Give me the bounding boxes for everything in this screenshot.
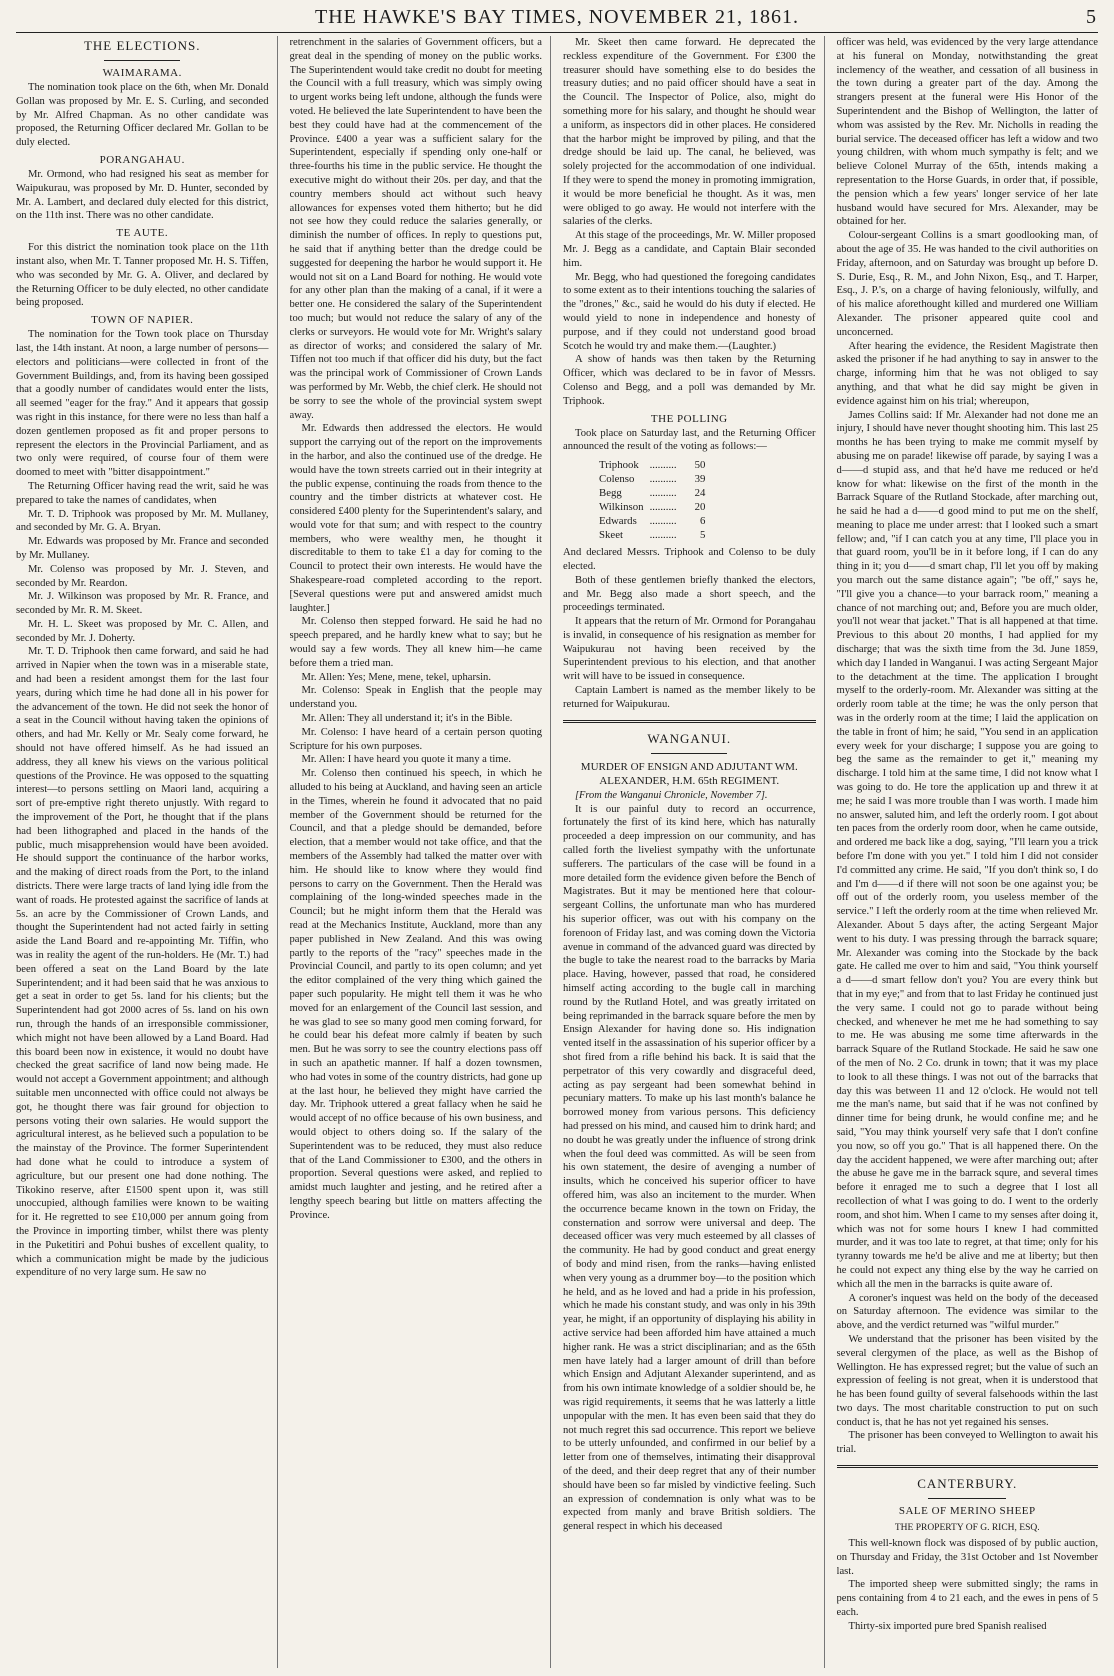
paragraph: Mr. J. Wilkinson was proposed by Mr. R. France, and seconded by Mr. R. M. Skeet. <box>16 591 269 617</box>
heading-sale-of-merino-sheep: SALE OF MERINO SHEEP <box>898 1505 1036 1518</box>
columns <box>16 36 1098 1668</box>
paragraph: The nomination for the Town took place on Thursday last, the 14th instant. At noon, a large number of persons—electors and politicians—were collected in front of the Government Buildings, and, from its having been gossiped that a goodly number of candidates would enter the lists, all seemed "eager for the fray." And it appears that gossip was right in this instance, for there were no less than half a dozen gentlemen proposed as fit and proper persons to represent the electors in the Provincial Parliament, and as two only were required, of course four of them were doomed to meet with "bitter disappointment." <box>16 329 269 479</box>
paragraph: At this stage of the proceedings, Mr. W. Miller proposed Mr. J. Begg as a candidate, and Captain Blair seconded him. <box>563 230 816 269</box>
section-divider <box>563 720 816 723</box>
paragraph: A show of hands was then taken by the Returning Officer, which was declared to be in favor of Messrs. Colenso and Begg, and a poll was demanded by Mr. Triphook. <box>563 354 816 407</box>
table-row: Skeet .......... 5 <box>599 528 711 542</box>
table-row: Begg .......... 24 <box>599 486 711 500</box>
heading-te-aute: TE AUTE. <box>116 227 169 240</box>
column-4 <box>837 36 1099 1668</box>
heading-waimarama: WAIMARAMA. <box>102 67 182 79</box>
paragraph: And declared Messrs. Triphook and Colenso to be duly elected. <box>563 547 816 572</box>
paragraph: For this district the nomination took place on the 11th instant also, when Mr. T. Tanner proposed Mr. H. S. Tiffen, who was seconded by Mr. G. A. Oliver, and declared by the Returning Officer to be duly elected, no other candidate being proposed. <box>16 242 269 309</box>
vote-count: 39 <box>694 473 706 486</box>
column-1 <box>16 36 278 1668</box>
section-title-elections: THE ELECTIONS. <box>83 38 201 53</box>
poll-results-table <box>599 458 711 542</box>
paragraph: Mr. Ormond, who had resigned his seat as member for Waipukurau, was proposed by Mr. D. Hunter, seconded by Mr. A. Lambert, and declared duly elected for this district, on the 11th inst. There was no other candidate. <box>16 168 269 222</box>
heading-town-of-napier: TOWN OF NAPIER. <box>91 314 194 327</box>
paragraph: Both of these gentlemen briefly thanked the electors, and Mr. Begg also made a short speech, and the proceedings terminated. <box>563 574 816 614</box>
paragraph: Mr. Allen: I have heard you quote it many a time. <box>301 754 511 766</box>
page-number: 5 <box>1086 6 1096 28</box>
paragraph: Mr. Skeet then came forward. He deprecated the reckless expenditure of the Government. For £300 the treasurer should have something else to do besides the treasury duties; and no paid officer should have a seat in the Council. The Inspector of Police, also, might do something more for his salary, and thought he should wear a uniform, as inspectors did in other places. He considered that the harbor might be improved by piling, and that the dredge should be laid up. The canal, he believed, was solely projected for the accommodation of one individual. If they were to spend the money in promoting immigration, it would be more beneficial he thought. As it was, men were obliged to go away. He would not interfere with the salaries of the clerks. <box>563 37 816 228</box>
paragraph: retrenchment in the salaries of Government officers, but a great deal in the spending of money on the public works. The Superintendent would take credit no doubt for meeting the Council with a full treasury, which was simply owing to urgent works being left undone, although the funds were voted. He believed the late Superintendent to have been the best they could have had at the commencement of the Province. £400 a year was a sufficient salary for the Superintendent, especially if spending only one-half or three-fourths his time in the public service. He thought the executive might do without their 20s. per day, and that the country members should act without such heavy allowances for expenses voted them hitherto; but he did not see how they could reduce the salaries generally, or diminish the number of offices. In reply to questions put, he said that if anything better than the dredge could be suggested for deepening the harbor he would support it. He would not sit on a Land Board for nothing. He would vote for any other plan than the making of a canal, if it were a better one. He considered the salary of the Superintendent too much; but would not reduce the salary of any of the clerks or surveyors. He would vote for Mr. Wright's salary as director of works; and considered the salary of Mr. Tiffen not too much if that officer did his duty, but the fact was the principal work of Commissioner of Crown Lands was performed by Mr. Webb, the chief clerk. He should not be sorry to see the whole of the provincial system swept away. <box>289 37 542 421</box>
table-row: Wilkinson .......... 20 <box>599 500 711 514</box>
paragraph: Mr. T. D. Triphook then came forward, and said he had arrived in Napier when the town was in a miserable state, and had been a resident amongst them for the last four years, during which time he had done all in his power for the advancement of the town. He did not seek the honor of a seat in the Council without having taken the opinions of others, and had Mr. Kelly or Mr. Sealy come forward, he should not have offered himself. As he had issued an address, they all knew his views on the various political questions of the Province. He was opposed to the squatting interest—to persons settling on Maori land, acquiring a sort of pre-emptive right thereto unjustly. With regard to the improvement of the Port, he thought that if the plans had been lithographed and placed in the hands of the public, much misapprehension would have been avoided. He should support the continuance of the harbor works, and the making of direct roads from the Port, to the inland districts. There were large tracts of land lying idle from the want of roads. He protested against the sacrifice of lands at 5s. an acre by the Commissioner of Crown Lands, and thought the Superintendent had not acted fairly in setting aside the Land Board and re-appointing Mr. Tiffin, who was in reality the agent of the run-holders. He (Mr. T.) had been offered a seat on the Land Board by the late Superintendent; and it had been said that he was anxious to get a seat in order to get 5s. land for his clients; but the Superintendent had got 2000 acres of 5s. land on his own run, through the hands of an irresponsible commissioner, which might not have been allowed by a Land Board. Had this board been now in existence, it would no doubt have checked the great sacrifice of land now being made. He would not accept a Government appointment; and although suitable men unconnected with office could not always be got, he thought there was fair ground for objection to persons voting their own salaries. He would support the agricultural interest, as he believed such a population to be the mainstay of the Province. The former Superintendent had done what he could to introduce a system of agriculture, but our present one had done nothing. The Tikokino reserve, after £1500 spent upon it, was still unoccupied, although families were known to be waiting for it. He regretted to see £10,000 per annum going from the Province in importing timber, whilst there was plenty in the Puketitiri and Pohui bushes of excellent quality, to which a communication might be made by the judicious expenditure of no very large sum. He saw no <box>16 646 269 1279</box>
heading-the-polling: THE POLLING <box>650 412 728 425</box>
candidate-name: Colenso <box>599 473 635 486</box>
paragraph: It appears that the return of Mr. Ormond for Porangahau is invalid, in consequence of his resignation as member for Waipukurau not having been received by the Superintendent previous to his election, and that another writ will have to be issued in consequence. <box>563 616 816 683</box>
article-headline: MURDER OF ENSIGN AND ADJUTANT WM. ALEXANDER, H.M. 65th REGIMENT. <box>580 760 798 787</box>
section-divider <box>837 1465 1099 1468</box>
paragraph: Mr. Colenso: I have heard of a certain person quoting Scripture for his own purposes. <box>289 726 542 752</box>
divider <box>651 753 727 754</box>
paragraph: Captain Lambert is named as the member likely to be returned for Waipukurau. <box>563 685 816 710</box>
table-row: Colenso .......... 39 <box>599 472 711 486</box>
divider <box>104 60 180 61</box>
paragraph: James Collins said: If Mr. Alexander had not done me an injury, I should have never thought shooting him. This last 25 months he has been trying to make me commit myself by abusing me on parade! likewise off parade, by saying I was a d——d stupid ass, and that he'd have me reduced or he'd know for what: likewise on the first of the month in the Barrack Square of the Rutland Stockade, after marching out, he said he had a d——d good mind to put me on the shelf, meaning to place me under arrest: that I looked such a smart fellow; and, "if I can catch you at any time, I'll place you in that guard room, you'll be in it before long, if I can do any thing in it; you d——d smart chap, I'll let you off by making you march out the same distance again"; "be off," says he, "I'll give you a chance—to your barrack room," meaning a chance of not marching out; and, Before you are much older, you'll not wear that jacket." That is all happened at that time. Previous to this about 20 months, I had applied for my discharge; that was the sixth time from the 3d. June 1859, which day I landed in Wanganui. I was acting Sergeant Major to the detachment at the time. The application I brought myself to the orderly-room. Mr. Alexander was sitting at the orderly room table at the time; he was the only person that was in the orderly room at the time; I laid the application on the table in front of him; he said, "You send in an application every week for your discharge; I suppose you are going to beg the same as the remainder to get it," meaning my discharge. I told him at the same time, I did not know what I was going to do. He tore the application up and threw it at me; he said I was more trouble than I was worth. I made him no answer, saluted him, and left the orderly room. I got about ten paces from the orderly room door, when he came outside, and ordered me back like a dog, saying, "I'll learn you a trick before I'm done with you yet." I told him I did not consider I'd committed any crime. He said, "If you don't think so, I do and I'm d——d if there will not soon be one against you; be off out of the orderly room, you useless member of the service." I left the orderly room at the time when relieved Mr. Alexander. About 5 days after, the acting Sergeant Major went to his duty. I was pressing through the barrack square; Mr. Alexander was coming into the Stockade by the back gate. He called me over to him and said, "You think yourself a d——d smart fellow don't you? You are every think but that in my eye;" and from that to last Friday he continued just the very same. I could not go to parade without being checked, and whenever he met me he had something to say to me. He was abusing me some time afterwards in the barrack Square of the Rutland Stockade. He said he saw one of the men of No. 2 Co. drunk in town; that it was my place to look to all these things. I was not out of the barracks that day this was between 11 and 12 o'clock. He would not tell me the man's name, but said that if he was not confined by dinner time for being drunk, he would confine me; and he said, "You may think yourself very safe that I don't confine you now, so off you go." That is all happened there. On the day the accident happened, we were after marching out; after the abuse he gave me in the barrack squre, and several times before it enraged me to such a degree that I lost all recollection of what I was going to do. I went to the orderly room, and shot him. When I came to my senses after doing it, which was not for some hours I knew I had committed murder, and it was too late to regret, at that time; only for his tyranny towards me he'd be alive and me at liberty; but then he could not expect any thing else by the way he carried on which all the men in the barracks is quite aware of. <box>836 409 1098 1290</box>
paragraph: Mr. Begg, who had questioned the foregoing candidates to some extent as to their intentions touching the salaries of the "drones," &c., said he would do his duty if elected. He would yield to none in independence and honesty of purpose, and if they could not understand good broad Scotch he would try and make them.—(Laughter.) <box>563 271 816 352</box>
candidate-name: Begg <box>599 487 622 500</box>
paragraph: officer was held, was evidenced by the very large attendance at his funeral on Monday, notwithstanding the great inclemency of the weather, and cessation of all business in the town during a greater part of the day. Among the strangers present at the funeral were His Honor of the Superintendent and the Bishop of Wellington, the latter of whom was assisted by the Rev. Mr. Nicholls in reading the burial service. The deceased officer has left a widow and two young children, with whom much sympathy is felt; and we believe Colonel Murray of the 65th, intends making a representation to the Horse Guards, in order that, if possible, the pension which a few years' longer service of her late husband would have secured for Mrs. Alexander, may be obtained for her. <box>836 37 1098 228</box>
paragraph: Mr. Colenso then continued his speech, in which he alluded to his being at Auckland, and having seen an article in the Times, wherein he found it advocated that no paid member of the Government should be returned for the Council, and that a pledge should be demanded, before election, that a member would not take office, and that the members of the Assembly had talked the matter over with him. He should like to know where they would find persons to carry on the Government. Then the Herald was complaining of the long-winded speeches made in the Council; but he might inform them that the Herald was read at the Mechanics Institute, Auckland, more than any paper published in New Zealand. And this was owing partly to the reports of the "racy" speeches made in the Provincial Council, and partly to its open column; and yet the editor complained of the very thing which gained the paper such popularity. He might tell them it was he who moved for an enlargement of the Council last session, and he was glad to see so many good men coming forward, for he could bear his defeat more calmly if beaten by such men. But he was sorry to see the country elections pass off in such an apathetic manner. If half a dozen townsmen, who had votes in some of the country districts, had gone up at the last hour, he believed they might have carried the day. Mr. Triphook uttered a great fallacy when he said he would accept of no office because of his own business, and would object to others doing so. If the salary of the Superintendent was to be reduced, they must also reduce that of the Land Commissioner to £300, and the others in proportion. Several questions were asked, and replied to amidst much laughter and jesting, and he retired after a lengthy speech bearing but little on matters affecting the Province. <box>289 768 542 1221</box>
paragraph: Mr. Colenso: Speak in English that the people may understand you. <box>289 685 542 711</box>
paragraph: Mr. Edwards was proposed by Mr. France and seconded by Mr. Mullaney. <box>16 536 269 561</box>
paragraph: It is our painful duty to record an occurrence, fortunately the first of its kind here, which has naturally proceeded a deep impression on our community, and has called forth the liveliest sympathy with the unfortunate sufferers. The particulars of the case will be found in a more detailed form the evidence given before the Bench of Magistrates. But it may be mentioned here that colour-sergeant Collins, the unfortunate man who has murdered his superior officer, was out with his company on the forenoon of Friday last, and was coming down the Victoria avenue in command of the advanced guard was directed by the bugle to take the nearest road to the barracks by Maria place. Having, however, passed that road, he considered himself acting according to the bugle call in marching round by the Rutland Hotel, and was greatly irritated on being reprimanded in the barrack square before the men by Ensign Alexander for having done so. His indignation vented itself in the assassination of his superior officer by a shot fired from a rifle behind his back. It is said that the perpetrator of this very cowardly and disgraceful deed, acting as pay sergeant had been somewhat behind in pecuniary matters. To make up his last month's balance he borrowed money from various persons. This deficiency had pressed on his mind, and caused him to drink hard; and no doubt he was greatly under the influence of strong drink when the foul deed was committed. As will be seen from his own statement, the desire of avenging a number of insults, which he conceived his superior officer to have offered him, was also an incitement to the murder. When the occurrence became known in the town on Friday, the consternation and sorrow were universal and deep. The deceased officer was very much esteemed by all classes of the community. He had by good conduct and great energy of body and mind risen, from the ranks—having enlisted when very young as a drummer boy—to the position which he held, and as he loved and had a pride in his profession, which he made his constant study, and was only in his 39th year, he might, if an opportunity of displaying his ability in active service had been afforded him have attained a much higher rank. He was a strict disciplinarian; and as the 65th men have lately had a larger amount of drill than before which Ensign and Adjutant Alexander superintend, and as from his own intimate knowledge of a soldier should be, he was rigid requirements, it seems that he was latterly a little unpopular with the men. It has even been said that they do not much regret this sad occurrence. This report we believe to be utterly unfounded, and confirmed in our belief by a letter from one of themselves, intimating their disapproval of the deed, and their deep regret that any of their number should have been so far misled by vindictive feeling. Such an expression of condemnation is only what was to be expected from manly and brave British soldiers. The general respect in which his deceased <box>563 803 816 1533</box>
paragraph: Mr. T. D. Triphook was proposed by Mr. M. Mullaney, and seconded by Mr. G. A. Bryan. <box>16 508 269 534</box>
paragraph: Mr. Colenso then stepped forward. He said he had no speech prepared, and he hardly knew what to say; but he would say a few words. They all knew him—he came before them a tried man. <box>289 616 542 669</box>
paragraph: Took place on Saturday last, and the Returning Officer announced the result of the voting as follows:— <box>563 427 816 453</box>
vote-count: 50 <box>694 459 706 472</box>
paragraph: We understand that the prisoner has been visited by the several clergymen of the place, as well as the Bishop of Wellington. He has expressed regret; but the value of such an expression of feeling is not great, when it is understood that he has been found guilty of several falsehoods within the last two days. The most charitable construction to put on such conduct is, that he has not yet regained his senses. <box>836 1333 1098 1428</box>
paragraph: The imported sheep were submitted singly; the rams in pens containing from 4 to 21 each, and the ewes in pens of 5 each. <box>836 1579 1098 1619</box>
vote-count: 24 <box>694 487 706 500</box>
vote-count: 20 <box>694 501 706 514</box>
subheading-property: THE PROPERTY OF G. RICH, ESQ. <box>894 1523 1040 1534</box>
vote-count: 5 <box>699 529 706 542</box>
table-row: Triphook .......... 50 <box>599 458 711 472</box>
paragraph: A coroner's inquest was held on the body of the deceased on Saturday afternoon. The evidence was similar to the above, and the verdict returned was "wilful murder." <box>836 1292 1098 1332</box>
candidate-name: Edwards <box>599 515 637 528</box>
divider <box>928 1498 1006 1499</box>
table-row: Edwards .......... 6 <box>599 514 711 528</box>
heading-porangahau: PORANGAHAU. <box>99 153 185 166</box>
paragraph: Mr. H. L. Skeet was proposed by Mr. C. Allen, and seconded by Mr. J. Doherty. <box>16 618 269 644</box>
paragraph: The Returning Officer having read the writ, said he was prepared to take the names of candidates, when <box>16 480 269 506</box>
paragraph: The prisoner has been conveyed to Wellington to await his trial. <box>836 1430 1098 1456</box>
paragraph: Thirty-six imported pure bred Spanish realised <box>848 1620 1047 1632</box>
paragraph: Colour-sergeant Collins is a smart goodlooking man, of about the age of 35. He was handed to the civil authorities on Friday, afternoon, and on Saturday was brought up before D. S. Durie, Esq., R. M., and John Nixon, Esq., and T. Harper, Esq., J. P.'s, on a charge of having feloniously, wilfully, and of his malice aforethought killed and murdered one William Alexander. The prisoner appeared quite cool and unconcerned. <box>836 230 1098 338</box>
column-2 <box>290 36 552 1668</box>
masthead <box>16 6 1098 33</box>
vote-count: 6 <box>699 515 706 528</box>
paragraph: After hearing the evidence, the Resident Magistrate then asked the prisoner if he had anything to say in answer to the charge, informing him that he was not obliged to say anything, and that what he did say might be given in evidence against him on his trial; whereupon, <box>836 340 1098 407</box>
paragraph: Mr. Allen: They all understand it; it's in the Bible. <box>301 713 513 725</box>
paragraph: The nomination took place on the 6th, when Mr. Donald Gollan was proposed by Mr. E. S. Curling, and seconded by Mr. Alfred Chapman. As no other candidate was proposed, the Returning Officer declared Mr. Gollan to be duly elected. <box>16 82 269 149</box>
section-title-wanganui: WANGANUI. <box>647 730 732 746</box>
candidate-name: Triphook <box>599 459 639 472</box>
paragraph: Mr. Edwards then addressed the electors. He would support the carrying out of the report on the improvements in the harbor, and also the continued use of the dredge. He would have the town streets carried out in their integrity at the public expense, continuing the roads from thence to the country and the timber districts at whatever cost. He considered £400 plenty for the Superintendent's salary, and would vote for that sum; and with respect to the country members, who were wealthy men, he thought it discreditable to them to take £1 a day for coming to the Council to protect their own interests. He would have the Shakespeare-road completed according to the report. [Several questions were put and answered amidst much laughter.] <box>289 423 542 614</box>
masthead-title: THE HAWKE'S BAY TIMES, NOVEMBER 21, 1861. <box>315 6 799 28</box>
paragraph: Mr. Colenso was proposed by Mr. J. Steven, and seconded by Mr. Reardon. <box>16 563 269 589</box>
column-3 <box>563 36 825 1668</box>
source-line: [From the Wanganui Chronicle, November 7]. <box>575 789 768 801</box>
candidate-name: Wilkinson <box>599 501 644 514</box>
candidate-name: Skeet <box>599 529 623 542</box>
paragraph: This well-known flock was disposed of by public auction, on Thursday and Friday, the 31st October and 1st November last. <box>836 1538 1098 1577</box>
paragraph: Mr. Allen: Yes; Mene, mene, tekel, upharsin. <box>301 671 491 683</box>
section-title-canterbury: CANTERBURY. <box>917 1476 1018 1492</box>
